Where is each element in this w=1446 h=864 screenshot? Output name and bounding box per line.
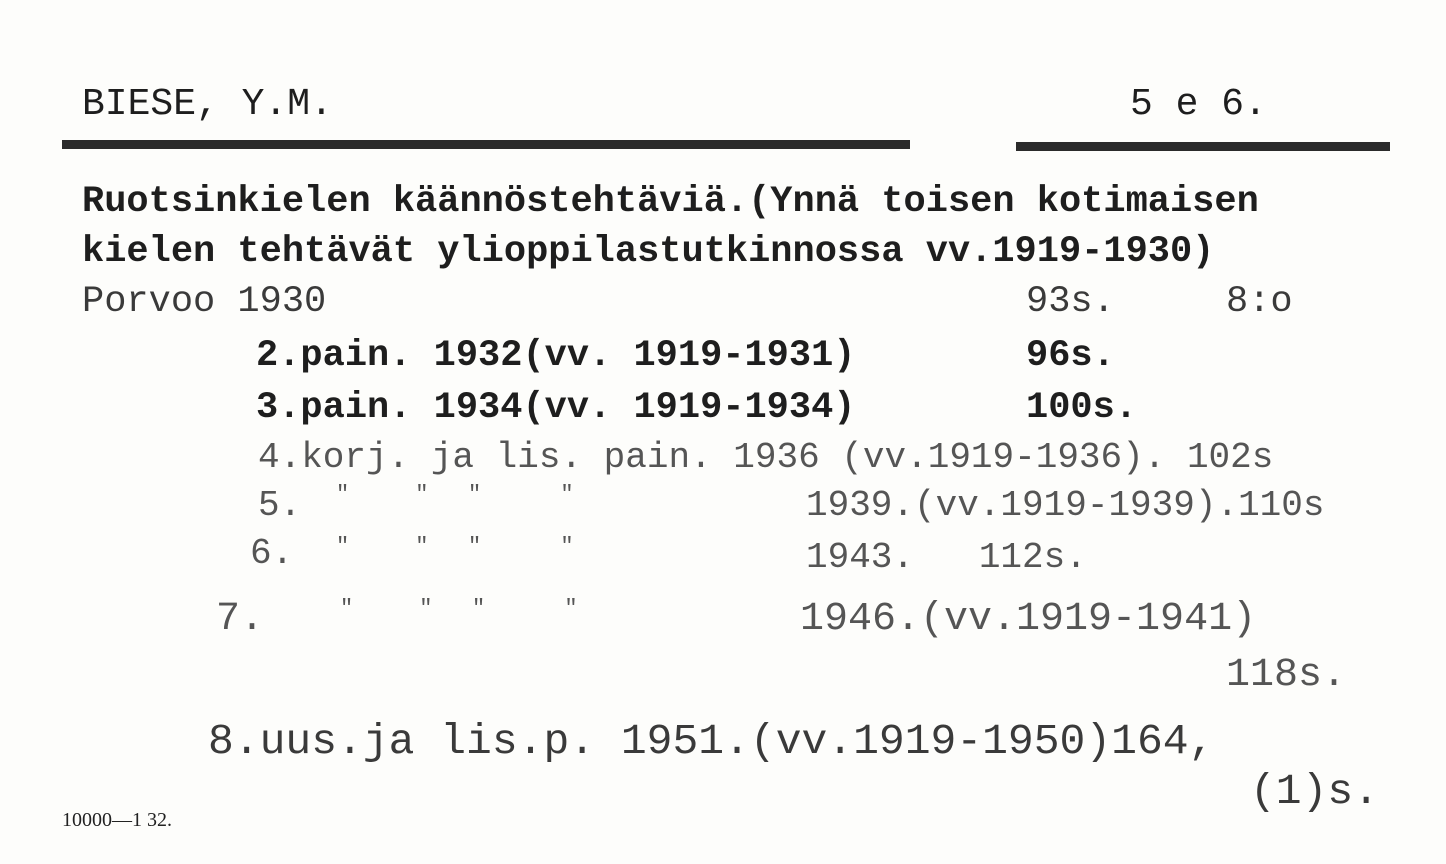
edition-5-ditto: " " " " bbox=[336, 482, 574, 507]
edition-8: 8.uus.ja lis.p. 1951.(vv.1919-1950)164, bbox=[208, 717, 1215, 766]
card-author: BIESE, Y.M. bbox=[82, 83, 333, 126]
edition-6: 1943. 112s. bbox=[806, 537, 1087, 578]
card-classification: 5 e 6. bbox=[1130, 83, 1267, 126]
edition-4: 4.korj. ja lis. pain. 1936 (vv.1919-1936). 102s bbox=[258, 437, 1274, 478]
edition-5-num: 5. bbox=[258, 485, 302, 526]
imprint-format: 8:o bbox=[1226, 281, 1293, 323]
edition-5: 1939.(vv.1919-1939).110s bbox=[806, 485, 1325, 526]
edition-3: 3.pain. 1934(vv. 1919-1934) bbox=[256, 387, 856, 429]
edition-7-ditto: " " " " bbox=[340, 596, 578, 621]
header-rule-right bbox=[1016, 142, 1390, 151]
edition-3-pages: 100s. bbox=[1026, 387, 1138, 429]
imprint-place-year: Porvoo 1930 bbox=[82, 281, 327, 323]
title-line-2: kielen tehtävät ylioppilastutkinnossa vv.1919-1930) bbox=[82, 231, 1215, 273]
edition-8-pages: (1)s. bbox=[1250, 767, 1380, 816]
print-code: 10000—1 32. bbox=[62, 809, 172, 831]
imprint-pages: 93s. bbox=[1026, 281, 1115, 323]
edition-2-pages: 96s. bbox=[1026, 335, 1115, 377]
edition-7-num: 7. bbox=[216, 597, 265, 642]
edition-2: 2.pain. 1932(vv. 1919-1931) bbox=[256, 335, 856, 377]
title-line-1: Ruotsinkielen käännöstehtäviä.(Ynnä toisen kotimaisen bbox=[82, 181, 1259, 223]
edition-6-ditto: " " " " bbox=[336, 534, 574, 559]
edition-7-pages: 118s. bbox=[1226, 653, 1347, 698]
edition-6-num: 6. bbox=[250, 533, 294, 574]
header-rule-left bbox=[62, 140, 910, 149]
edition-7: 1946.(vv.1919-1941) bbox=[800, 597, 1257, 642]
